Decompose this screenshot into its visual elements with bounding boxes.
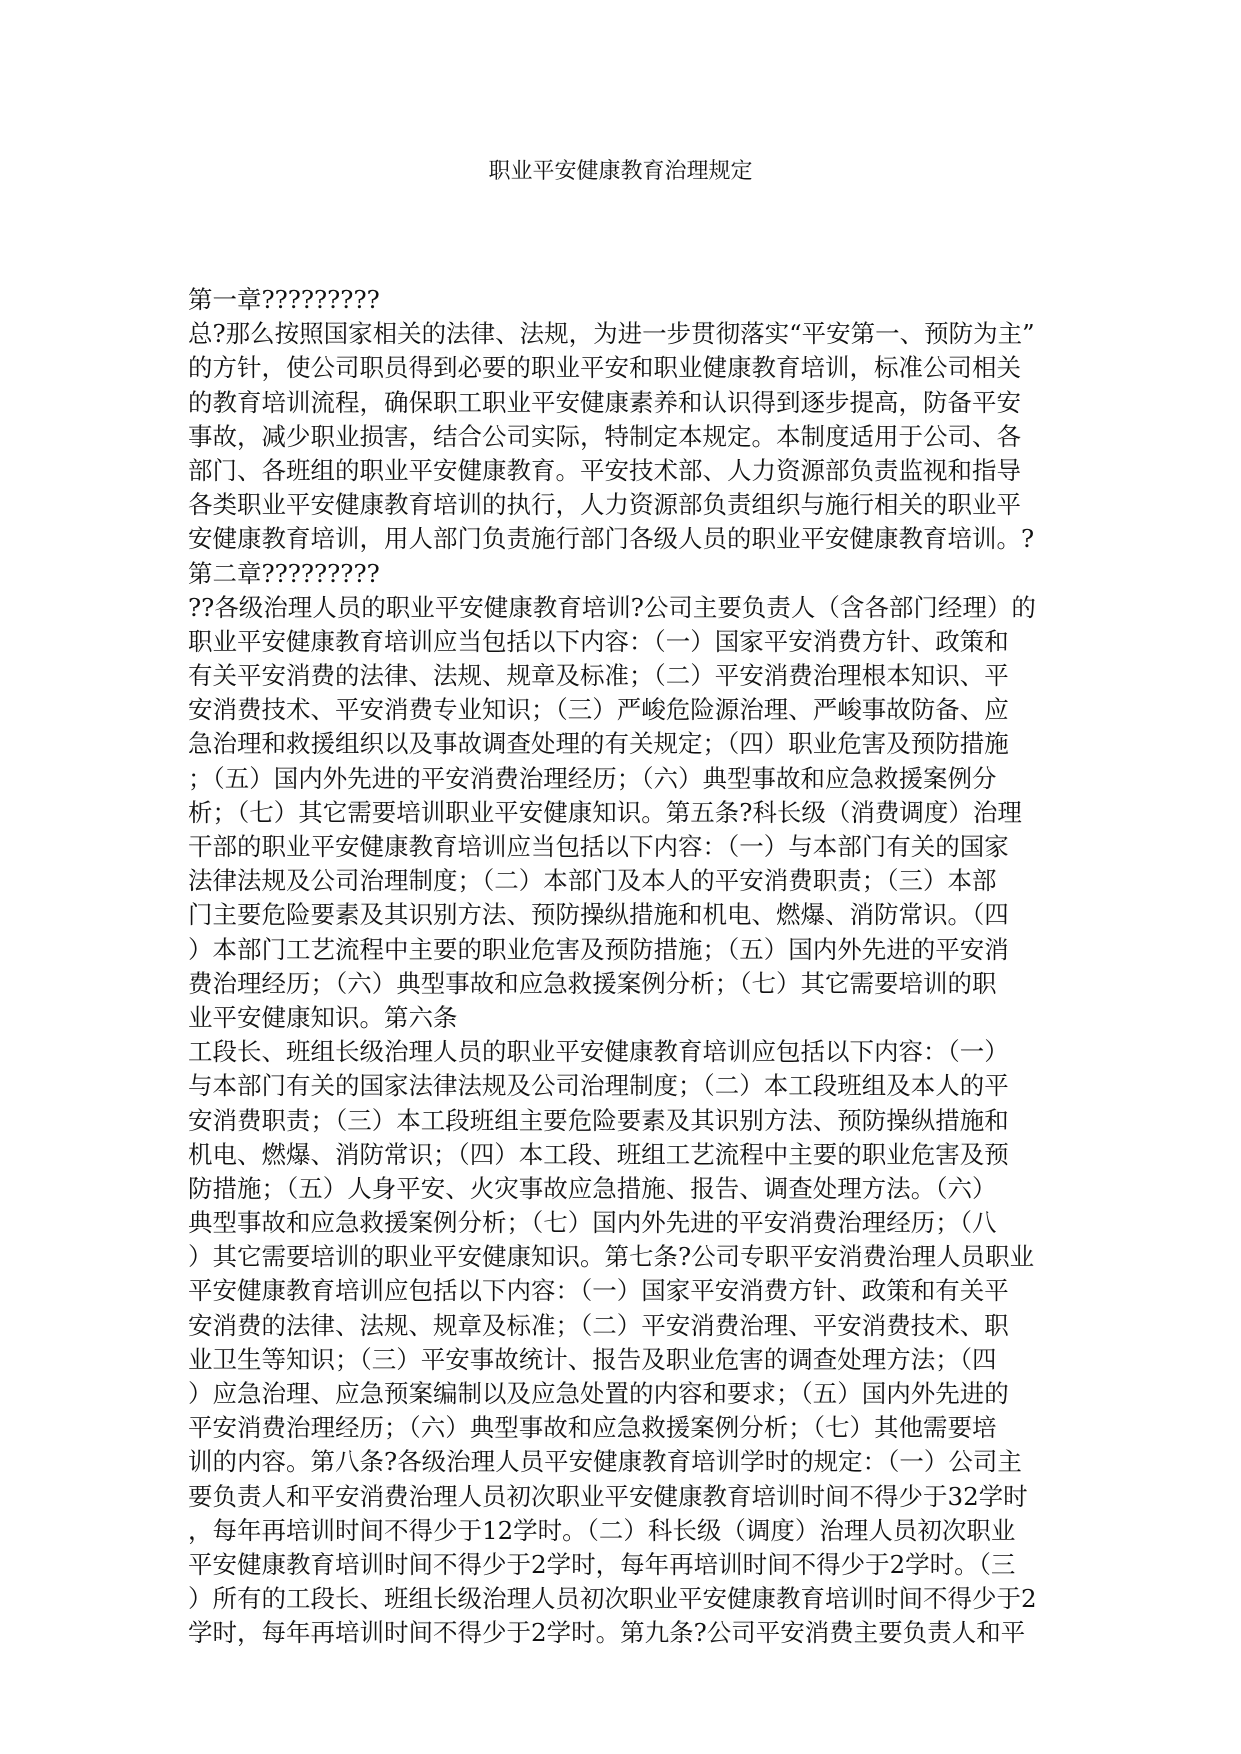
text-line: ）本部门工艺流程中主要的职业危害及预防措施；（五）国内外先进的平安消 [188,934,1009,964]
text-line: 干部的职业平安健康教育培训应当包括以下内容：（一）与本部门有关的国家 [188,832,1009,861]
text-line: 要负责人和平安消费治理人员初次职业平安健康教育培训时间不得少于32学时 [188,1481,1028,1511]
text-line: 业平安健康知识。第六条 [188,1002,458,1032]
text-line: 工段长、班组长级治理人员的职业平安健康教育培训应包括以下内容：（一） [188,1037,1009,1067]
text-line: ，每年再培训时间不得少于12学时。（二）科长级（调度）治理人员初次职业 [188,1515,1016,1545]
text-line: 部门、各班组的职业平安健康教育。平安技术部、人力资源部负责监视和指导 [188,455,1021,485]
text-line: 与本部门有关的国家法律法规及公司治理制度；（二）本工段班组及本人的平 [188,1071,1009,1101]
text-line: 典型事故和应急救援案例分析；（七）国内外先进的平安消费治理经历；（八 [188,1208,997,1238]
text-line: 事故，减少职业损害，结合公司实际，特制定本规定。本制度适用于公司、各 [188,421,1021,451]
text-line: 平安健康教育培训时间不得少于2学时，每年再培训时间不得少于2学时。（三 [188,1549,1016,1579]
text-line: 各类职业平安健康教育培训的执行，人力资源部负责组织与施行相关的职业平 [188,490,1021,520]
text-line: 机电、燃爆、消防常识；（四）本工段、班组工艺流程中主要的职业危害及预 [188,1139,1009,1169]
text-line: 第一章????????? [188,285,380,314]
text-line: 职业平安健康教育培训应当包括以下内容：（一）国家平安消费方针、政策和 [188,626,1009,656]
text-line: 安健康教育培训，用人部门负责施行部门各级人员的职业平安健康教育培训。? [188,524,1035,554]
text-line: 训的内容。第八条?各级治理人员平安健康教育培训学时的规定：（一）公司主 [188,1447,1022,1477]
text-line: ；（五）国内外先进的平安消费治理经历；（六）典型事故和应急救援案例分 [188,763,997,793]
document-title: 职业平安健康教育治理规定 [488,159,753,184]
text-line: 的教育培训流程，确保职工职业平安健康素养和认识得到逐步提高，防备平安 [188,387,1021,417]
text-line: ??各级治理人员的职业平安健康教育培训?公司主要负责人（含各部门经理）的 [188,592,1036,622]
text-line: 急治理和救援组织以及事故调查处理的有关规定；（四）职业危害及预防措施 [188,729,1009,759]
text-line: 安消费的法律、法规、规章及标准；（二）平安消费治理、平安消费技术、职 [188,1310,1009,1340]
text-line: ）应急治理、应急预案编制以及应急处置的内容和要求；（五）国内外先进的 [188,1379,1009,1408]
text-line: 业卫生等知识；（三）平安事故统计、报告及职业危害的调查处理方法；（四 [188,1344,997,1374]
text-line: 平安健康教育培训应包括以下内容：（一）国家平安消费方针、政策和有关平 [188,1276,1009,1306]
text-line: 费治理经历；（六）典型事故和应急救援案例分析；（七）其它需要培训的职 [188,968,997,998]
text-line: 的方针，使公司职员得到必要的职业平安和职业健康教育培训，标准公司相关 [188,353,1021,383]
text-line: 第二章????????? [188,558,380,588]
text-line: ）所有的工段长、班组长级治理人员初次职业平安健康教育培训时间不得少于2 [188,1584,1037,1614]
text-line: 学时，每年再培训时间不得少于2学时。第九条?公司平安消费主要负责人和平 [188,1618,1026,1648]
text-line: 析；（七）其它需要培训职业平安健康知识。第五条?科长级（消费调度）治理 [188,797,1022,827]
text-line: 有关平安消费的法律、法规、规章及标准；（二）平安消费治理根本知识、平 [188,661,1009,691]
text-line: 防措施；（五）人身平安、火灾事故应急措施、报告、调查处理方法。（六） [188,1173,997,1203]
text-line: 法律法规及公司治理制度；（二）本部门及本人的平安消费职责；（三）本部 [188,866,997,896]
document-body [188,283,1048,1651]
text-line: 安消费职责；（三）本工段班组主要危险要素及其识别方法、预防操纵措施和 [188,1105,1009,1135]
text-line: ）其它需要培训的职业平安健康知识。第七条?公司专职平安消费治理人员职业 [188,1242,1035,1272]
text-line: 总?那么按照国家相关的法律、法规，为进一步贯彻落实“平安第一、预防为主” [188,319,1035,349]
text-line: 平安消费治理经历；（六）典型事故和应急救援案例分析；（七）其他需要培 [188,1413,997,1443]
text-line: 安消费技术、平安消费专业知识；（三）严峻危险源治理、严峻事故防备、应 [188,695,1009,725]
text-line: 门主要危险要素及其识别方法、预防操纵措施和机电、燃爆、消防常识。（四 [188,900,1009,930]
